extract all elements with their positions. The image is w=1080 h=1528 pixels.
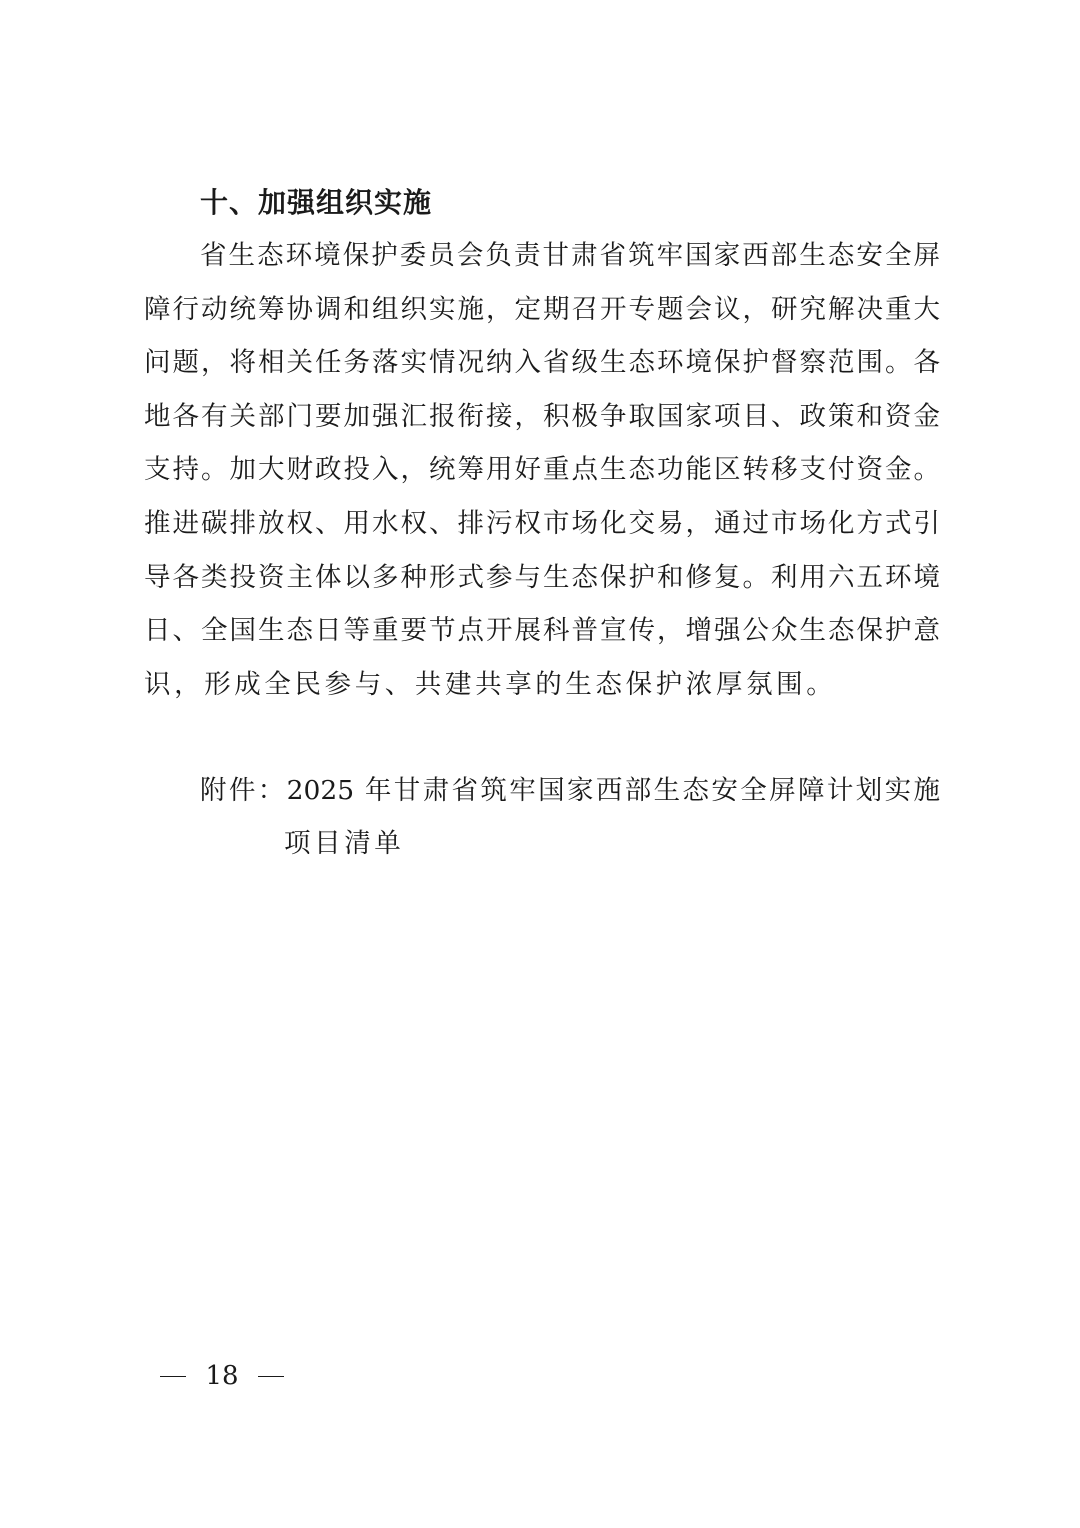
paragraph-line: 推进碳排放权、用水权、排污权市场化交易，通过市场化方式引 (144, 508, 940, 539)
page-number (160, 1358, 284, 1394)
paragraph-line: 导各类投资主体以多种形式参与生态保护和修复。利用六五环境 (144, 562, 940, 593)
paragraph-line: 问题，将相关任务落实情况纳入省级生态环境保护督察范围。各 (144, 347, 940, 378)
page-number-dash-right (258, 1376, 284, 1377)
paragraph-line: 地各有关部门要加强汇报衔接，积极争取国家项目、政策和资金 (144, 401, 940, 432)
paragraph-line: 障行动统筹协调和组织实施，定期召开专题会议，研究解决重大 (144, 294, 940, 325)
page-number-value: 18 (205, 1361, 239, 1391)
paragraph-line: 支持。加大财政投入，统筹用好重点生态功能区转移支付资金。 (144, 454, 940, 485)
paragraph-line: 识，形成全民参与、共建共享的生态保护浓厚氛围。 (144, 669, 837, 700)
paragraph-line: 日、全国生态日等重要节点开展科普宣传，增强公众生态保护意 (144, 615, 940, 646)
page-number-dash-left (160, 1376, 186, 1377)
attachment-line: 项目清单 (284, 828, 405, 859)
attachment-line: 附件：2025 年甘肃省筑牢国家西部生态安全屏障计划实施 (200, 775, 940, 806)
section-heading: 十、加强组织实施 (200, 186, 433, 219)
paragraph-line: 省生态环境保护委员会负责甘肃省筑牢国家西部生态安全屏 (200, 240, 940, 271)
